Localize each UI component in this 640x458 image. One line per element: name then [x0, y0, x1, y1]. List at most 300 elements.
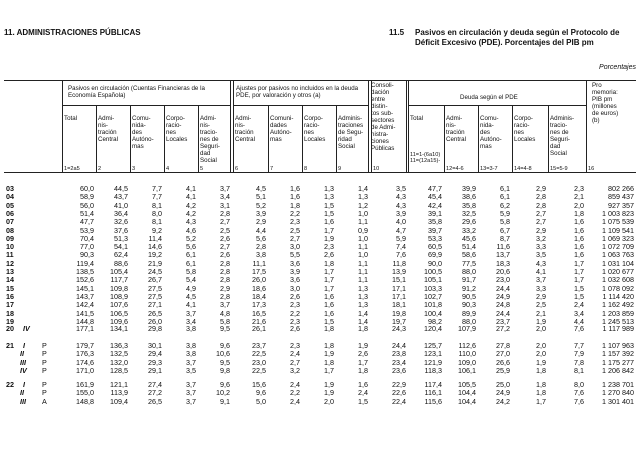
- table-cell: 7,8: [574, 357, 584, 367]
- table-cell: 3,9: [396, 208, 406, 218]
- column-header: Total: [410, 115, 424, 122]
- table-cell: 802 266: [608, 184, 634, 193]
- column-number: 8: [304, 166, 308, 172]
- table-cell: 128,5: [110, 365, 128, 375]
- table-cell: 3,7: [186, 380, 196, 389]
- table-cell: 132,5: [110, 349, 128, 359]
- table-cell: 1,6: [574, 233, 584, 243]
- table-cell: 5,6: [256, 233, 266, 243]
- table-cell: 24,5: [148, 267, 162, 276]
- table-cell: 45,6: [462, 233, 476, 243]
- table-cell: 45,4: [428, 192, 442, 202]
- table-cell: 98,2: [428, 316, 442, 326]
- table-cell: 155,0: [76, 388, 94, 398]
- table-cell: 60,5: [428, 242, 442, 252]
- group-consolidacion: Consoli- dación entre distin- tos sub- sectores de Admi- nistra- ciones Públicas: [371, 82, 396, 152]
- table-cell: 2,8: [536, 200, 546, 210]
- table-cell: 26,7: [148, 275, 162, 285]
- table-cell: 1,3: [358, 192, 368, 202]
- row-year: 11: [6, 250, 14, 260]
- column-header: Admi- nis- tración Central: [235, 115, 255, 143]
- table-cell: 3,9: [256, 208, 266, 218]
- column-divider: [198, 105, 199, 172]
- table-cell: 1 203 859: [602, 308, 634, 318]
- table-cell: 2,7: [290, 233, 300, 243]
- row-year: 04: [6, 192, 14, 202]
- table-cell: 107,9: [458, 324, 476, 333]
- table-cell: 22,5: [252, 349, 266, 359]
- table-cell: 1,7: [574, 267, 584, 276]
- table-cell: 1,6: [358, 380, 368, 389]
- table-cell: 62,4: [114, 250, 128, 260]
- table-cell: 8,1: [152, 200, 162, 210]
- table-cell: 8,7: [500, 233, 510, 243]
- column-header: Comuni- dades Autóno- mas: [270, 115, 294, 143]
- table-cell: 1,7: [574, 258, 584, 268]
- row-year: 07: [6, 217, 14, 227]
- table-cell: 2,0: [536, 341, 546, 350]
- table-cell: 5,0: [256, 396, 266, 406]
- row-quarter: III: [20, 357, 26, 367]
- table-cell: 161,9: [76, 380, 94, 389]
- table-cell: 2,9: [536, 184, 546, 193]
- table-cell: 109,4: [110, 396, 128, 406]
- table-cell: 1,6: [324, 300, 334, 310]
- table-cell: 16,5: [252, 308, 266, 318]
- table-cell: 23,0: [252, 357, 266, 367]
- table-cell: 5,9: [500, 208, 510, 218]
- row-flag: P: [42, 357, 47, 367]
- table-cell: 9,6: [220, 380, 230, 389]
- group-pasivos: Pasivos en circulación (Cuentas Financieras de la Economía Española): [68, 85, 205, 99]
- table-cell: 6,1: [186, 250, 196, 260]
- table-cell: 145,1: [76, 283, 94, 293]
- table-cell: 29,1: [148, 365, 162, 375]
- table-cell: 41,0: [114, 200, 128, 210]
- table-cell: 1 301 401: [602, 396, 634, 406]
- table-cell: 1,9: [536, 357, 546, 367]
- table-cell: 3,7: [186, 388, 196, 398]
- table-cell: 51,3: [114, 233, 128, 243]
- table-cell: 1,8: [536, 365, 546, 375]
- column-divider: [586, 80, 587, 172]
- table-cell: 123,1: [424, 349, 442, 359]
- table-cell: 47,7: [80, 217, 94, 227]
- table-cell: 0,9: [358, 225, 368, 235]
- table-cell: 90,5: [462, 291, 476, 301]
- table-cell: 110,0: [458, 349, 476, 359]
- table-cell: 2,2: [290, 308, 300, 318]
- column-number: 11=1-(6a10) 11=(12a15)-: [410, 152, 441, 164]
- column-divider: [406, 80, 407, 172]
- table-cell: 3,0: [290, 283, 300, 293]
- table-cell: 2,6: [324, 250, 334, 260]
- table-cell: 4,4: [574, 316, 584, 326]
- table-cell: 927 357: [608, 200, 634, 210]
- table-cell: 113,9: [110, 388, 128, 398]
- table-cell: 18,4: [252, 291, 266, 301]
- table-cell: 2,9: [536, 225, 546, 235]
- table-cell: 24,4: [496, 308, 510, 318]
- table-cell: 1,6: [290, 192, 300, 202]
- group-memoria: Pro memoria: PIB pm (millones de euros) (b): [592, 82, 619, 124]
- table-cell: 7,7: [152, 184, 162, 193]
- table-cell: 106,5: [110, 308, 128, 318]
- row-flag: P: [42, 365, 47, 375]
- table-number: 11.5: [389, 28, 405, 37]
- row-year: 09: [6, 233, 14, 243]
- table-cell: 3,7: [186, 357, 196, 367]
- group-deuda: Deuda según el PDE: [460, 94, 518, 101]
- column-number: 3: [132, 166, 136, 172]
- table-cell: 3,7: [186, 396, 196, 406]
- row-year: 15: [6, 283, 14, 293]
- table-cell: 142,4: [76, 300, 94, 310]
- table-cell: 2,6: [290, 324, 300, 333]
- table-cell: 143,7: [76, 291, 94, 301]
- table-cell: 141,5: [76, 308, 94, 318]
- column-header: Adminis- traciones de Segu- ridad Social: [338, 115, 364, 150]
- table-cell: 24,3: [392, 324, 406, 333]
- table-cell: 105,5: [458, 380, 476, 389]
- column-number: 4: [166, 166, 170, 172]
- table-cell: 1,0: [358, 250, 368, 260]
- table-cell: 33,2: [462, 225, 476, 235]
- table-cell: 2,0: [536, 349, 546, 359]
- column-number: 16: [588, 166, 595, 172]
- table-cell: 107,6: [110, 300, 128, 310]
- table-cell: 39,7: [428, 225, 442, 235]
- row-quarter: IV: [20, 365, 27, 375]
- table-cell: 4,6: [186, 225, 196, 235]
- table-cell: 2,6: [290, 291, 300, 301]
- table-cell: 4,8: [220, 308, 230, 318]
- table-cell: 19,8: [392, 308, 406, 318]
- table-cell: 2,5: [220, 225, 230, 235]
- table-cell: 11,8: [392, 258, 406, 268]
- table-cell: 109,0: [458, 357, 476, 367]
- column-number: 12=4-6: [446, 166, 464, 172]
- table-cell: 1 078 092: [602, 283, 634, 293]
- column-number: 15=5-9: [550, 166, 568, 172]
- table-cell: 69,9: [428, 250, 442, 260]
- table-cell: 9,6: [256, 388, 266, 398]
- table-cell: 7,6: [574, 324, 584, 333]
- table-cell: 109,8: [110, 283, 128, 293]
- table-cell: 26,5: [148, 396, 162, 406]
- table-cell: 117,4: [424, 380, 442, 389]
- table-cell: 1 175 277: [602, 357, 634, 367]
- column-header: Comu- nida- des Autóno- mas: [132, 115, 154, 150]
- table-cell: 1,8: [574, 208, 584, 218]
- table-cell: 177,1: [76, 324, 94, 333]
- table-cell: 1 075 539: [602, 217, 634, 227]
- table-cell: 3,7: [220, 300, 230, 310]
- table-cell: 1,3: [358, 300, 368, 310]
- table-cell: 1 069 323: [602, 233, 634, 243]
- table-cell: 2,5: [290, 225, 300, 235]
- table-cell: 13,9: [392, 267, 406, 276]
- table-cell: 17,1: [392, 291, 406, 301]
- table-cell: 32,6: [114, 217, 128, 227]
- row-quarter: II: [20, 349, 24, 359]
- table-cell: 2,4: [574, 300, 584, 310]
- table-cell: 4,7: [396, 225, 406, 235]
- table-cell: 2,8: [220, 291, 230, 301]
- table-cell: 26,0: [252, 275, 266, 285]
- table-row: [0, 324, 640, 333]
- table-cell: 138,5: [76, 267, 94, 276]
- row-year: 13: [6, 267, 14, 276]
- table-cell: 4,9: [186, 283, 196, 293]
- table-cell: 1,5: [574, 283, 584, 293]
- column-divider: [96, 105, 97, 172]
- table-cell: 116,1: [424, 388, 442, 398]
- table-cell: 8,0: [152, 208, 162, 218]
- table-cell: 174,6: [76, 357, 94, 367]
- table-cell: 1,7: [324, 267, 334, 276]
- table-cell: 3,4: [574, 308, 584, 318]
- table-cell: 4,1: [536, 267, 546, 276]
- table-cell: 70,4: [80, 233, 94, 243]
- table-cell: 53,9: [80, 225, 94, 235]
- row-year: 08: [6, 225, 14, 235]
- table-cell: 10,6: [216, 349, 230, 359]
- table-cell: 2,9: [536, 291, 546, 301]
- table-cell: 2,8: [220, 267, 230, 276]
- table-cell: 10,2: [216, 388, 230, 398]
- table-cell: 9,8: [220, 365, 230, 375]
- table-cell: 3,5: [396, 184, 406, 193]
- table-cell: 1,3: [324, 192, 334, 202]
- table-cell: 2,3: [290, 300, 300, 310]
- table-cell: 18,3: [496, 258, 510, 268]
- table-cell: 2,6: [220, 233, 230, 243]
- table-cell: 5,8: [186, 267, 196, 276]
- table-cell: 2,4: [358, 388, 368, 398]
- table-cell: 26,1: [252, 324, 266, 333]
- table-cell: 6,1: [500, 192, 510, 202]
- row-quarter: I: [23, 380, 25, 389]
- table-cell: 38,6: [462, 192, 476, 202]
- table-cell: 1,6: [574, 242, 584, 252]
- table-cell: 91,2: [462, 283, 476, 293]
- table-cell: 5,8: [220, 316, 230, 326]
- table-cell: 7,6: [574, 388, 584, 398]
- table-cell: 1,6: [574, 225, 584, 235]
- table-cell: 5,5: [290, 250, 300, 260]
- table-cell: 21,6: [252, 316, 266, 326]
- table-cell: 1,8: [290, 200, 300, 210]
- table-cell: 26,5: [148, 308, 162, 318]
- table-cell: 152,6: [76, 275, 94, 285]
- table-cell: 2,3: [290, 316, 300, 326]
- table-cell: 1,8: [324, 324, 334, 333]
- table-cell: 51,4: [80, 208, 94, 218]
- table-cell: 1,1: [358, 258, 368, 268]
- column-divider: [164, 105, 165, 172]
- table-cell: 3,8: [256, 250, 266, 260]
- column-divider: [408, 80, 409, 172]
- table-title-text: Pasivos en circulación y deuda según el Protocolo de Déficit Excesivo (PDE). Porcentajes del PIB pm: [415, 28, 620, 47]
- column-number: 6: [235, 166, 239, 172]
- table-cell: 2,8: [220, 258, 230, 268]
- table-cell: 3,2: [290, 365, 300, 375]
- column-number: 1=2a5: [64, 166, 80, 172]
- table-cell: 2,1: [574, 192, 584, 202]
- table-cell: 1,6: [574, 250, 584, 260]
- table-cell: 103,3: [424, 283, 442, 293]
- table-cell: 24,2: [496, 396, 510, 406]
- table-cell: 132,0: [110, 357, 128, 367]
- table-cell: 4,2: [186, 208, 196, 218]
- row-flag: P: [42, 341, 47, 350]
- table-cell: 1,3: [324, 184, 334, 193]
- table-cell: 3,7: [186, 308, 196, 318]
- column-divider: [130, 105, 131, 172]
- column-divider: [444, 105, 445, 172]
- table-cell: 17,1: [392, 283, 406, 293]
- table-cell: 1 117 989: [602, 324, 634, 333]
- table-cell: 2,8: [536, 192, 546, 202]
- table-cell: 179,7: [76, 341, 94, 350]
- table-cell: 102,7: [424, 291, 442, 301]
- row-year: 17: [6, 300, 14, 310]
- table-cell: 4,3: [186, 217, 196, 227]
- column-header: Total: [64, 115, 78, 122]
- table-cell: 39,1: [428, 208, 442, 218]
- column-header: Corpo- racio- nes Locales: [304, 115, 326, 143]
- table-cell: 112,6: [458, 341, 476, 350]
- row-flag: P: [42, 349, 47, 359]
- table-cell: 1,7: [324, 275, 334, 285]
- table-cell: 6,7: [500, 225, 510, 235]
- table-cell: 24,4: [496, 283, 510, 293]
- table-cell: 1,7: [324, 283, 334, 293]
- table-cell: 11,1: [252, 258, 266, 268]
- column-divider: [336, 105, 337, 172]
- table-cell: 5,8: [500, 217, 510, 227]
- table-cell: 2,8: [256, 242, 266, 252]
- table-cell: 47,7: [428, 184, 442, 193]
- table-cell: 27,4: [148, 380, 162, 389]
- table-cell: 1 114 420: [602, 291, 634, 301]
- table-cell: 23,7: [252, 341, 266, 350]
- table-cell: 1 162 492: [602, 300, 634, 310]
- column-divider: [62, 80, 63, 172]
- table-cell: 171,0: [76, 365, 94, 375]
- column-number: 10: [373, 166, 380, 172]
- table-cell: 3,9: [290, 267, 300, 276]
- table-cell: 88,0: [462, 267, 476, 276]
- table-cell: 1,1: [358, 267, 368, 276]
- table-cell: 2,6: [358, 349, 368, 359]
- table-cell: 23,0: [496, 275, 510, 285]
- table-cell: 1 238 701: [602, 380, 634, 389]
- table-cell: 77,5: [462, 258, 476, 268]
- table-cell: 3,8: [186, 341, 196, 350]
- table-cell: 24,9: [496, 291, 510, 301]
- table-cell: 1,8: [358, 324, 368, 333]
- table-cell: 104,4: [458, 388, 476, 398]
- table-cell: 1 270 840: [602, 388, 634, 398]
- table-cell: 1 072 709: [602, 242, 634, 252]
- table-cell: 15,6: [252, 380, 266, 389]
- table-cell: 29,6: [462, 217, 476, 227]
- table-cell: 4,1: [186, 192, 196, 202]
- table-cell: 3,8: [186, 324, 196, 333]
- table-cell: 26,0: [148, 316, 162, 326]
- table-cell: 1,6: [324, 308, 334, 318]
- table-cell: 4,2: [186, 200, 196, 210]
- table-cell: 2,8: [220, 208, 230, 218]
- table-cell: 2,1: [536, 308, 546, 318]
- table-cell: 91,7: [462, 275, 476, 285]
- row-year: 12: [6, 258, 14, 268]
- table-cell: 7,9: [574, 349, 584, 359]
- table-cell: 1,6: [290, 184, 300, 193]
- table-cell: 2,3: [290, 341, 300, 350]
- table-cell: 27,1: [148, 300, 162, 310]
- table-cell: 22,4: [392, 396, 406, 406]
- table-cell: 136,3: [110, 341, 128, 350]
- table-cell: 7,7: [152, 192, 162, 202]
- table-cell: 109,6: [110, 316, 128, 326]
- table-cell: 1,8: [358, 365, 368, 375]
- table-cell: 39,9: [462, 184, 476, 193]
- column-number: 2: [98, 166, 102, 172]
- column-header: Admi- nis- tración Central: [446, 115, 466, 143]
- table-cell: 15,1: [392, 275, 406, 285]
- table-cell: 106,1: [458, 365, 476, 375]
- table-cell: 9,1: [220, 396, 230, 406]
- table-cell: 5,6: [186, 242, 196, 252]
- row-flag: P: [42, 380, 47, 389]
- table-cell: 1,8: [324, 357, 334, 367]
- row-year: 06: [6, 208, 14, 218]
- table-cell: 4,3: [396, 200, 406, 210]
- row-year: 05: [6, 200, 14, 210]
- table-cell: 24,8: [496, 300, 510, 310]
- table-cell: 89,9: [462, 308, 476, 318]
- table-cell: 2,3: [290, 217, 300, 227]
- table-cell: 1,4: [358, 316, 368, 326]
- table-cell: 3,5: [536, 250, 546, 260]
- table-cell: 5,4: [186, 275, 196, 285]
- table-cell: 51,4: [462, 242, 476, 252]
- table-cell: 1,3: [358, 291, 368, 301]
- table-cell: 9,2: [152, 225, 162, 235]
- table-cell: 1,8: [536, 388, 546, 398]
- row-year: 19: [6, 316, 14, 326]
- column-divider: [512, 105, 513, 172]
- table-cell: 1,4: [358, 184, 368, 193]
- table-cell: 44,5: [114, 184, 128, 193]
- row-quarter: II: [20, 388, 24, 398]
- table-cell: 3,5: [186, 365, 196, 375]
- table-cell: 100,4: [424, 308, 442, 318]
- table-cell: 4,5: [256, 184, 266, 193]
- group-rule-ajustes: [233, 105, 368, 106]
- table-cell: 25,0: [496, 380, 510, 389]
- table-cell: 4,4: [256, 225, 266, 235]
- table-cell: 1 003 823: [602, 208, 634, 218]
- table-cell: 121,1: [110, 380, 128, 389]
- table-row: [0, 366, 640, 375]
- table-cell: 3,0: [290, 242, 300, 252]
- table-cell: 37,6: [114, 225, 128, 235]
- table-cell: 18,6: [252, 283, 266, 293]
